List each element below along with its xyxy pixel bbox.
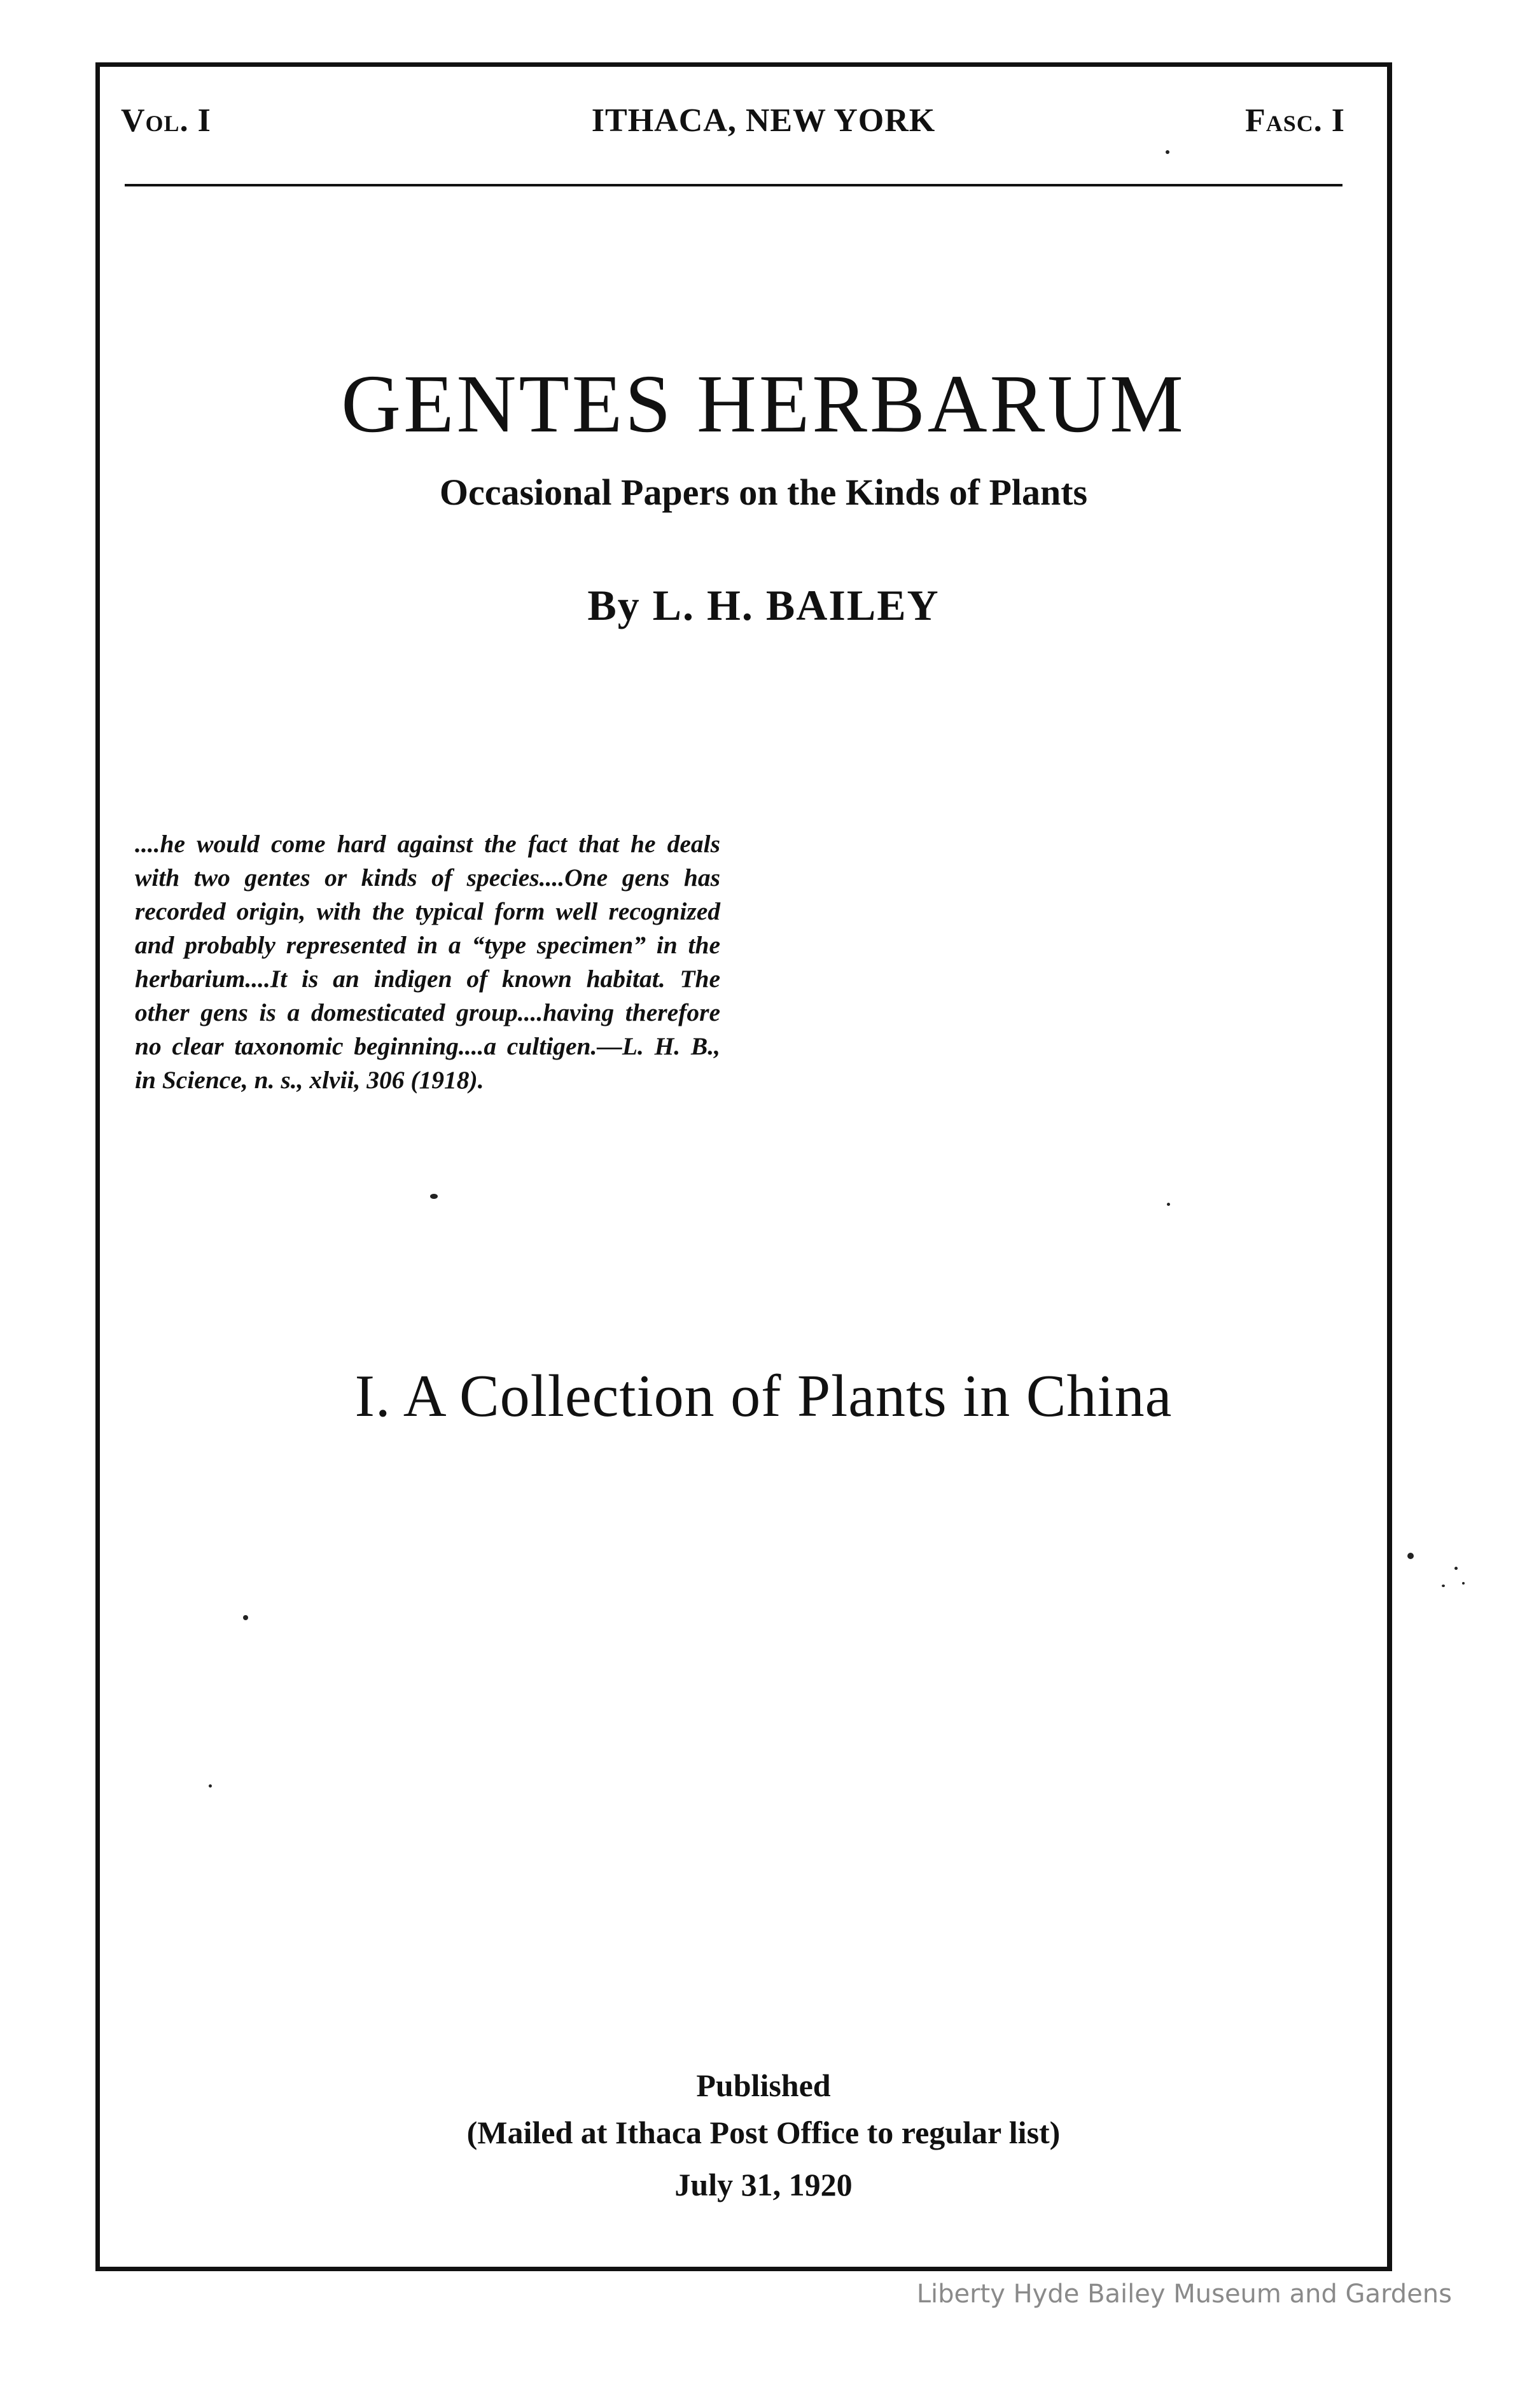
scan-speck [430,1194,438,1199]
scan-speck [1166,150,1169,154]
header-rule [125,184,1342,186]
scan-speck [1167,1203,1170,1206]
scan-speck [209,1784,212,1788]
published-label: Published [696,2068,831,2103]
epigraph-quote: ....he would come hard against the fact that he deals with two gentes or kinds of species....One gens has recorded origin, with the typical form well recognized and probably represented in a “type specimen” in the herbarium....It is an indigen of known habitat. The other gens is a domesticated group....having therefore no clear taxonomic beginning....a cultigen.—L. H. B., in Science, n. s., xlvii, 306 (1918). [135,830,720,1094]
watermark-credit: Liberty Hyde Bailey Museum and Gardens [916,2279,1452,2309]
mailing-note: (Mailed at Ithaca Post Office to regular list) [466,2115,1061,2150]
fascicle-label: Fasc. I [1245,102,1345,139]
section-title: I. A Collection of Plants in China [354,1363,1173,1429]
journal-subtitle: Occasional Papers on the Kinds of Plants [439,472,1088,513]
scan-speck [1462,1582,1465,1585]
scan-speck [1407,1553,1414,1559]
publication-date: July 31, 1920 [674,2167,853,2202]
place-label: ITHACA, NEW YORK [591,102,936,139]
scan-speck [1442,1585,1445,1587]
author-line: By L. H. BAILEY [587,581,940,629]
scan-speck [243,1615,248,1620]
scan-speck [1454,1567,1458,1570]
volume-label: Vol. I [121,102,211,139]
journal-title: GENTES HERBARUM [341,358,1186,450]
